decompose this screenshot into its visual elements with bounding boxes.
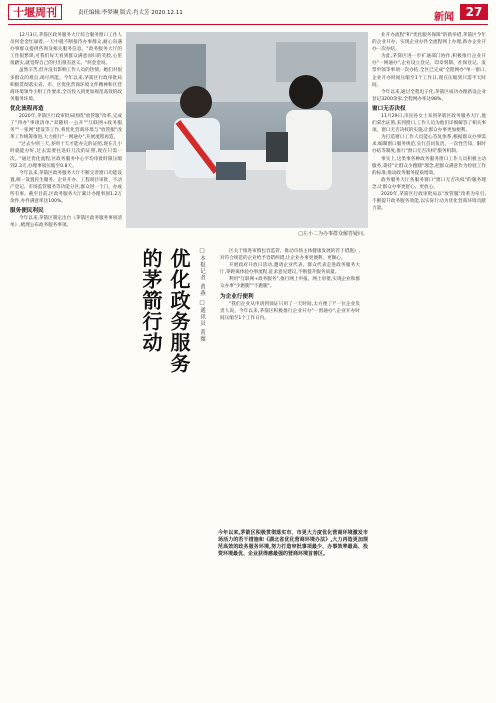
article-column-3 [372,32,486,697]
paragraph: 今年以来,通过全程电子化,茅箭区成功办理新设企业登记3200余家,全程网办率达98%。 [372,89,486,102]
headline-line-1: 优化政务服务 [167,248,191,374]
paragraph: 今年以来,茅箭区制定出台《茅箭区政务服务事项清单》,梳理公布政务服务事项。 [10,216,122,229]
subheading: 服务便民利民 [10,208,44,215]
byline-reporter: □本报记者 黄燕 [199,248,205,297]
paragraph: 利用"互联网+政务服务",推行网上申报、网上审批,实现企业和群众办事"少跑腿""不跑腿"。 [220,277,360,290]
paragraph: 事实上,这类事各种政务服务窗口工作人员积极主动服务,秉持"让群众少跑腿"理念,把群众满意作为检验工作的标准,推动政务服务提质增效。 [372,156,486,176]
header-rule [8,24,488,25]
article-column-2 [220,248,360,698]
paragraph: 虽然辛苦,但并没有影响工作人员的热情。她们对很多群众的难点,竭尽所能。今年以来,茅箭区行政审批局积极贯彻落实省、市、区优化营商环境文件精神和区营商环境领导小组工作要求,全员投入到更加规范高效的政务服务环境。 [10,68,122,102]
paragraph: 为打造窗口工作人员能心答复体系,根据群众办事需求,编制窗口服务规范,实行首问负责、一次性告知、限时办结等制度,推行"窗口无否决权"服务机制。 [372,135,486,155]
headline-line-2: 的茅箭行动 [139,248,163,353]
subheading: 为企业行便利 [220,293,254,300]
paragraph: 12月3日,茅箭区政务服务大厅综合服务窗口工作人员何金金忙碌着,一天中就不断接待办事群众,耐心向遇办事群众提供咨询及相关服务信息。"政务服务大厅的工作很繁琐,可我们每天看到群众满意而归的笑脸,心里很踏实,就觉得自己的付出很有意义。"何金金说。 [10,33,122,67]
subheading: 优化流程再造 [10,105,44,112]
publication-logo: 十堰周刊 [8,4,62,20]
editor-info: 责任编辑:李梦琳 版式:肖大芳 2020.12.11 [78,10,183,16]
news-photo [126,32,368,228]
article-lede: 今年以来,茅箭区积极贯彻落实市、市更大力度优化营商环境激发市场活力的若干措施和《湖北省优化营商环境办法》,大力再造更加规范高效的政务服务环境,努力打造审批事项最少、办事效率最高、投资环境最优、企业获得感最强的营商环境首善区。 [218,530,368,557]
paragraph: 11月29日,市民孙女士来到茅箭区政务服务大厅,他们拿出证照,来到窗口,工作人员为他们详细解答了相关事项。窗口无否决权的实施,让群众办事更加便利。 [372,113,486,134]
paragraph: 业开办流程"和"优化服务保障"的新举措,茅箭区今年的企业开办、实现企业办件全流程网上办理,新办企业开办一次办结。 [372,33,486,53]
paragraph: 2020年,茅箭区行政审批局围绕"放管服"改革,完成了"四办"事项清单,"双随机一公开""互联网+政务服务""一张网"建设等工作,将优化营商环境与"放管服"改革工作统筹推进,大力推行"一网通办",开展流程再造。 [10,113,122,141]
byline-correspondent: □通讯员 黄薇 [199,300,205,343]
paragraph: "我们企业从申请到领证只用了一天时间,太方便了!"一位企业负责人说。今年以来,茅箭区积极推行企业开办"一窗通办",企业开办时间压缩至1个工作日内。 [220,301,360,321]
paragraph: 今年以来,茅箭区政务服务大厅不断完善窗口功能设置,统一设置民生服务、企业开办、工程项目审批、不动产登记、市场监管服务等功能分区,群众进一个门、办成所有事。截至目前,区政务服务大厅累计办理事项1.2万余件,办件满意率达100%。 [10,170,122,205]
subheading: 窗口无否决权 [372,105,406,112]
section-title: 新闻 [434,12,454,23]
photo-illustration [126,32,368,228]
paragraph: 开展政府开放日活动,邀请企业代表、群众代表走进政务服务大厅,零距离体验办事流程,征求意见建议,不断提升服务质量。 [220,263,360,276]
paragraph: 区关于推进审慎包容监管、推动市场主体健康发展的若干措施》,对符合规范的企业给予容错纠错,让企业办事更便利、更顺心。 [220,249,360,262]
page-header [0,0,496,24]
photo-caption: □左小二为办事群众解答疑问。 [298,231,368,237]
article-column-1 [10,32,122,697]
paragraph: 政务服务大厅各服务窗口"窗口无否决权"的服务理念,让群众办事更舒心、更放心。 [372,177,486,190]
paragraph: 为此,茅箭区进一步扩通部门协作,积极推行企业开办"一网通办",企业设立登记、印章刻制、社保登记、发票申领等事项一次办结,全区已完成"全程网办"单一窗口,企业开办时间压缩至1个工作日,现在压缩到只需半天时间。 [372,54,486,88]
page-number: 27 [460,4,488,20]
paragraph: "过去少则三天,多则十天才能办完的证照,现在几小时就能办好,过去需要往返好几次的证照,现在只需一次。"通过优化流程,区政务服务中心平均审批时限压缩到2.3天,办理事项压缩至0.8天。 [10,142,122,169]
paragraph: 2020年,茅箭区行政审批局以"放管服"改革为牵引,不断提升政务服务效能,以实际行动为优化营商环境贡献力量。 [372,191,486,212]
